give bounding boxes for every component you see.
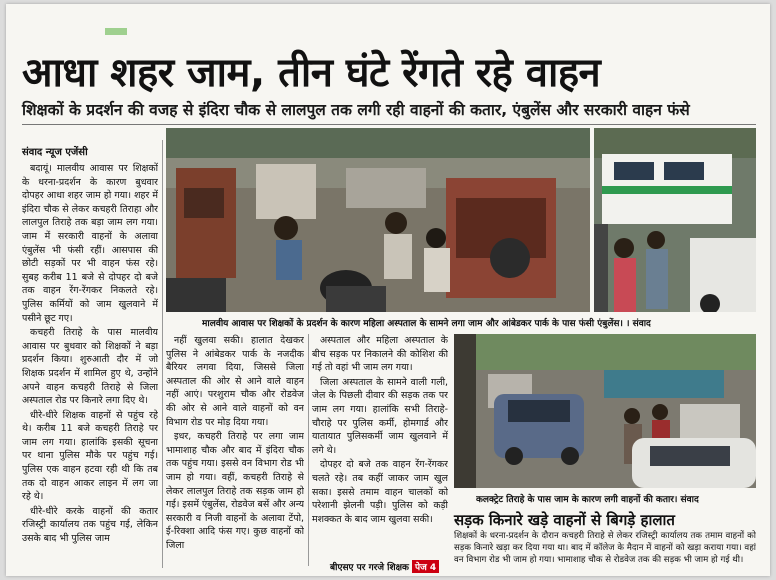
jump-text: बीएसए पर गरजे शिक्षक	[330, 563, 409, 573]
paragraph: इधर, कचहरी तिराहे पर लगा जाम भामाशाह चौक और बाद में इंदिरा चौक तक पहुंच गया। इससे वन विभाग रोड भी जाम हो गया। वहीं, कचहरी तिराहे से लेकर लालपुल तिराहे तक सड़क जाम हो गई। इसमें एंबुलेंस, रोडवेज बसें और अन्य सरकारी व निजी वाहनों के अलावा टेंपो, ई-रिक्शा आदि फंस गए। कुछ वाहनों को जिला	[166, 431, 304, 551]
paragraph: अस्पताल और महिला अस्पताल के बीच सड़क पर निकालने की कोशिश की गई तो वहां भी जाम लग गया।	[312, 335, 448, 374]
sub-headline: सड़क किनारे खड़े वाहनों से बिगड़े हालात	[454, 511, 675, 529]
paragraph: धीरे-धीरे करके वाहनों की कतार रजिस्ट्री कार्यालय तक पहुंच गई, लेकिन उसके बाद भी पुलिस जाम	[22, 505, 158, 545]
paragraph: धीरे-धीरे शिक्षक वाहनों से पहुंच रहे थे। करीब 11 बजे कचहरी तिराहे पर जाम लग गया। हालांकि इसकी सूचना पर थाना पुलिस मौके पर पहुंच गई। पुलिस एक वाहन हटवा रही थी कि तब तक दो वाहन आकर लाइन में लग जा रहे थे।	[22, 409, 158, 503]
newspaper-page	[6, 4, 770, 576]
headline: आधा शहर जाम, तीन घंटे रेंगते रहे वाहन	[22, 50, 601, 96]
article-column-3	[312, 334, 448, 556]
byline: संवाद न्यूज एजेंसी	[22, 147, 88, 158]
masthead-mark	[105, 28, 127, 35]
traffic-jam-photo	[166, 128, 590, 312]
paragraph: दोपहर दो बजे तक वाहन रेंग-रेंगकर चलते रहे। तब कहीं जाकर जाम खुल सका। इससे तमाम वाहन चालकों को परेशानी झेलनी पड़ी। पुलिस को कड़ी मशक्कत के बाद जाम खुलवा सकी।	[312, 459, 448, 525]
sub-article-text: शिक्षकों के धरना-प्रदर्शन के दौरान कचहरी तिराहे से लेकर रजिस्ट्री कार्यालय तक तमाम वाहनों को सड़क किनारे खड़ा कर दिया गया था। बाद में कॉलेज के मैदान में वाहनों को खड़ा कराया गया। वहां वन विभाग रोड भी जाम हो गया। भामाशाह चौक से रोडवेज तक की सड़क भी जाम हो गई थी।	[454, 531, 756, 565]
rule-divider	[22, 124, 756, 125]
paragraph: जिला अस्पताल के सामने वाली गली, जेल के पिछली दीवार की सड़क तक पर जाम लग गया। हालांकि सभी तिराहे-चौराहे पर पुलिस कर्मी, होमगार्ड और यातायात पुलिसकर्मी जाम खुलवाने में लगे थे।	[312, 376, 448, 456]
article-column-2	[166, 334, 304, 566]
photo-caption: कलक्ट्रेट तिराहे के पास जाम के कारण लगी वाहनों की कतार। संवाद	[476, 495, 699, 505]
page-marker: पेज 4	[412, 560, 439, 573]
article-column-1	[22, 162, 158, 566]
paragraph: कचहरी तिराहे के पास मालवीय आवास पर बुधवार को शिक्षकों ने बड़ा प्रदर्शन किया। शुरुआती दौर में जो शिक्षक प्रदर्शन में शामिल हुए थे, उन्होंने अपने वाहन कचहरी तिराहे से जिला अस्पताल रोड पर किनारे लगा दिए थे।	[22, 327, 158, 407]
column-divider	[162, 140, 163, 568]
jump-line	[330, 560, 439, 573]
ambulance-photo	[594, 128, 756, 312]
deck-subheadline: शिक्षकों के प्रदर्शन की वजह से इंदिरा चौक से लालपुल तक लगी रही वाहनों की कतार, एंबुलेंस और सरकारी वाहन फंसे	[22, 101, 690, 119]
photo-caption: मालवीय आवास पर शिक्षकों के प्रदर्शन के कारण महिला अस्पताल के सामने लगा जाम और आंबेडकर पार्क के पास फंसी एंबुलेंस। । संवाद	[202, 319, 651, 329]
column-divider	[308, 334, 309, 566]
vehicle-queue-photo	[454, 334, 756, 488]
paragraph: बदायूं। मालवीय आवास पर शिक्षकों के धरना-प्रदर्शन के कारण बुधवार दोपहर आधा शहर जाम हो गया। शहर में इंदिरा चौक से लेकर कचहरी तिराहा और लालपुल तिराहे तक बड़ा जाम लग गया। जाम में सरकारी वाहनों के अलावा एंबुलेंस भी फंसी रहीं। आसपास की छोटी सड़कों पर भी वाहन फंस रहे। सुबह करीब 11 बजे से दोपहर दो बजे तक वाहन रेंग-रेंगकर निकलते रहे। पुलिस कर्मियों को जाम खुलवाने में पसीने छूट गए।	[22, 163, 158, 324]
paragraph: नहीं खुलवा सकी। हालात देखकर पुलिस ने आंबेडकर पार्क के नजदीक बैरियर लगवा दिया, जिससे जिला अस्पताल की ओर से आने वाले वाहन नहीं आएं। परशुराम चौक और रोडवेज की ओर से आने वाले वाहनों को वन विभाग रोड पर मोड़ दिया गया।	[166, 335, 304, 428]
